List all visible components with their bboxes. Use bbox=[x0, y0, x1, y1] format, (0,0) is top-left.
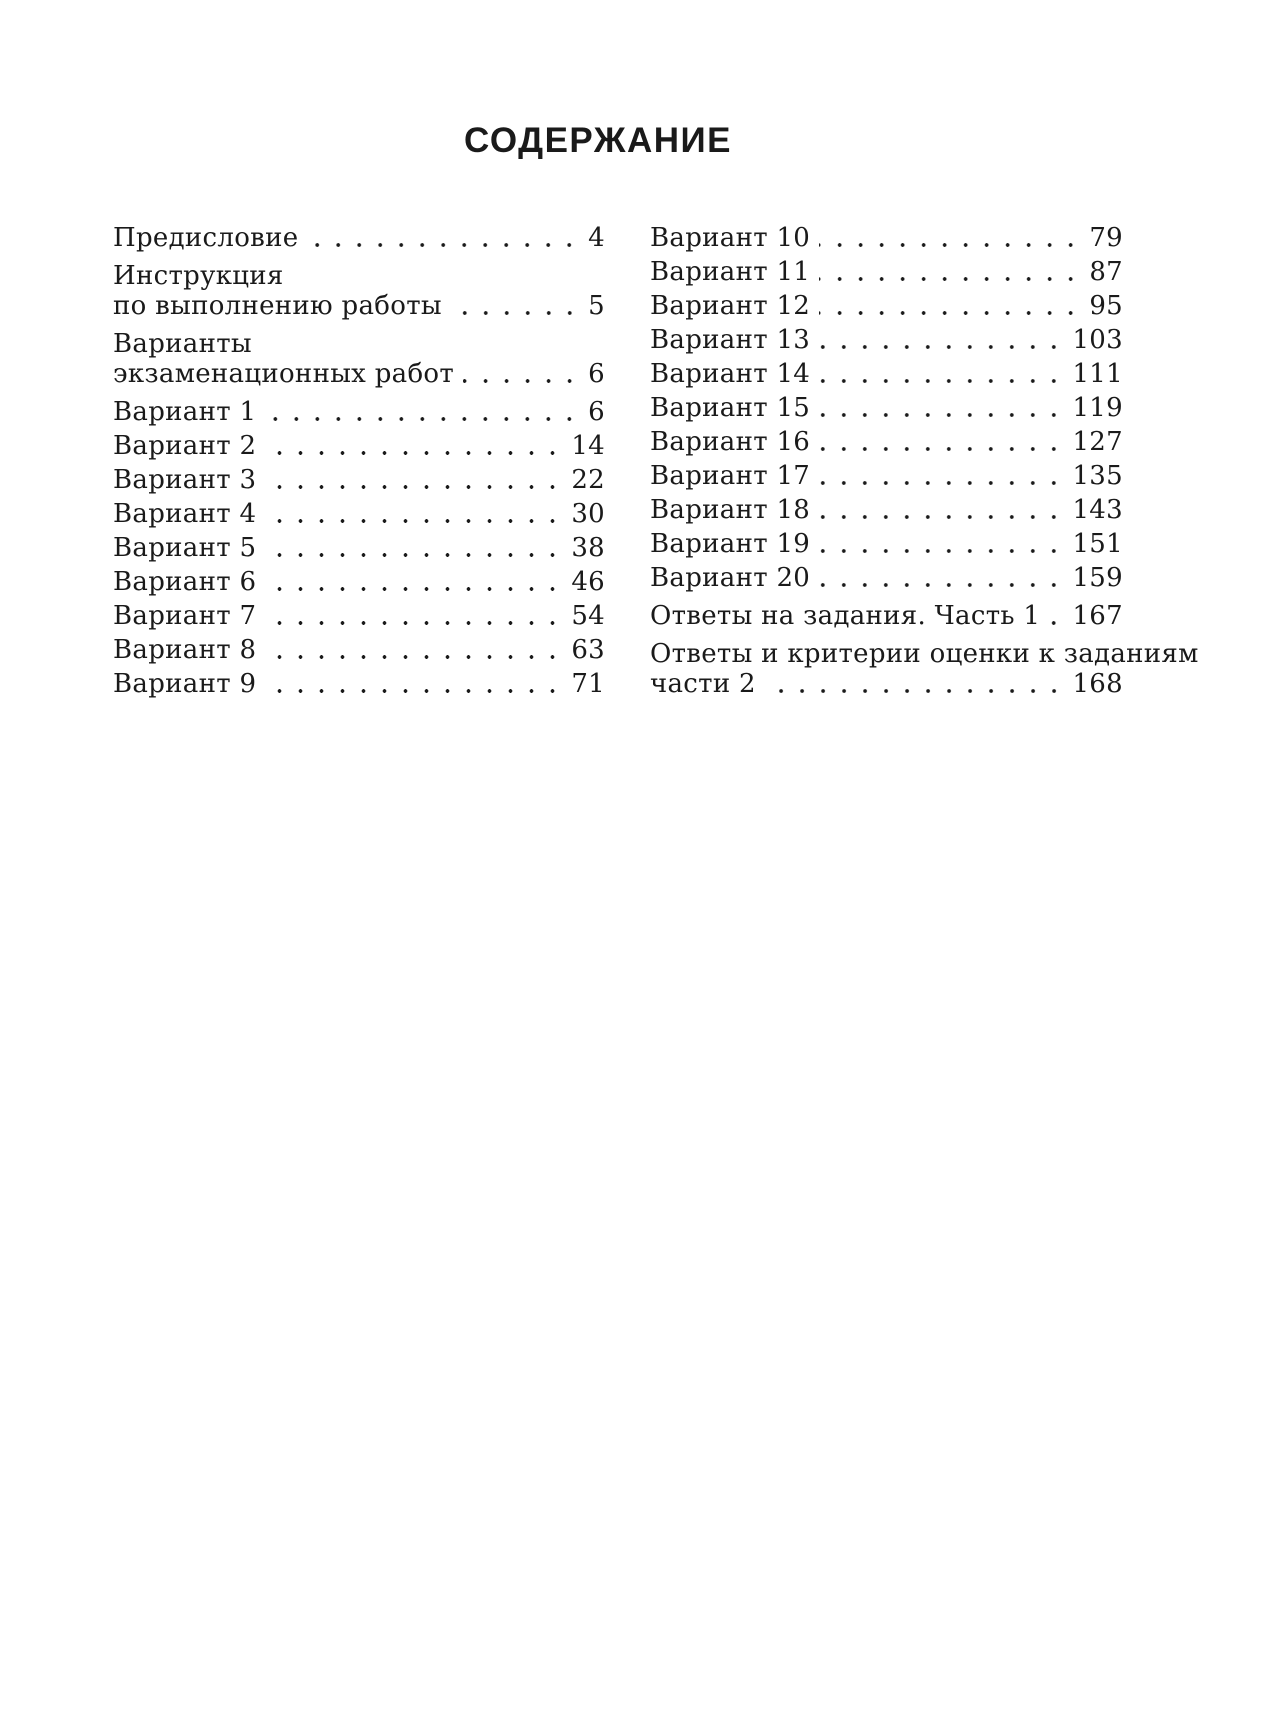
toc-entry-label: Вариант 1 bbox=[113, 397, 257, 427]
toc-entry bbox=[650, 601, 1123, 631]
toc-entry-label: Вариант 8 bbox=[113, 635, 257, 665]
page-number: 111 bbox=[1072, 359, 1123, 389]
toc-entry bbox=[650, 495, 1123, 525]
toc-entry-row bbox=[650, 223, 1123, 253]
page-number: 151 bbox=[1072, 529, 1123, 559]
dot-leader bbox=[819, 529, 1067, 559]
toc-entry-label: Предисловие bbox=[113, 223, 299, 253]
page-number: 14 bbox=[571, 431, 605, 461]
toc-entry bbox=[113, 329, 605, 389]
toc-entry bbox=[650, 223, 1123, 253]
toc-entry-label: Вариант 11 bbox=[650, 257, 811, 287]
dot-leader bbox=[463, 359, 583, 389]
toc-entry bbox=[113, 223, 605, 253]
dot-leader bbox=[819, 427, 1067, 457]
toc-column-right bbox=[650, 223, 1199, 703]
toc-entry-row bbox=[650, 669, 1123, 699]
toc-entry-row bbox=[650, 257, 1123, 287]
toc-entry-row bbox=[650, 393, 1123, 423]
toc-entry-row bbox=[650, 563, 1123, 593]
page-number: 103 bbox=[1072, 325, 1123, 355]
toc-entry-label: по выполнению работы bbox=[113, 291, 442, 321]
toc-entry bbox=[650, 461, 1123, 491]
toc-entry bbox=[113, 431, 605, 461]
toc-entry bbox=[113, 499, 605, 529]
dot-leader bbox=[819, 223, 1084, 253]
dot-leader bbox=[265, 669, 566, 699]
page-number: 168 bbox=[1072, 669, 1123, 699]
toc-entry-row bbox=[113, 223, 605, 253]
toc-entry-row bbox=[650, 359, 1123, 389]
toc-entry-label: Вариант 5 bbox=[113, 533, 257, 563]
toc-entry bbox=[650, 529, 1123, 559]
toc-entry bbox=[650, 393, 1123, 423]
dot-leader bbox=[819, 257, 1084, 287]
toc-entry-label: Вариант 14 bbox=[650, 359, 811, 389]
toc-entry-label: Вариант 3 bbox=[113, 465, 257, 495]
dot-leader bbox=[765, 669, 1068, 699]
toc-entry bbox=[113, 465, 605, 495]
toc-entry-row bbox=[113, 635, 605, 665]
toc-entry bbox=[650, 427, 1123, 457]
toc-entry-line: Варианты bbox=[113, 329, 252, 359]
toc-entry-label: Вариант 16 bbox=[650, 427, 811, 457]
page-number: 46 bbox=[571, 567, 605, 597]
toc-entry bbox=[113, 533, 605, 563]
page-number: 63 bbox=[571, 635, 605, 665]
page-number: 30 bbox=[571, 499, 605, 529]
toc-entry-row bbox=[113, 291, 605, 321]
toc-entry-row bbox=[650, 495, 1123, 525]
page-number: 87 bbox=[1089, 257, 1123, 287]
page-number: 22 bbox=[571, 465, 605, 495]
toc-entry bbox=[113, 261, 605, 321]
toc-entry-label: Вариант 17 bbox=[650, 461, 811, 491]
page-number: 159 bbox=[1072, 563, 1123, 593]
toc-entry-row bbox=[113, 465, 605, 495]
toc-entry bbox=[113, 635, 605, 665]
page-number: 127 bbox=[1072, 427, 1123, 457]
toc-entry-label: Вариант 4 bbox=[113, 499, 257, 529]
page-number: 71 bbox=[571, 669, 605, 699]
dot-leader bbox=[265, 397, 583, 427]
dot-leader bbox=[307, 223, 583, 253]
toc-entry-label: Вариант 12 bbox=[650, 291, 811, 321]
toc-entry-row bbox=[650, 529, 1123, 559]
dot-leader bbox=[819, 461, 1067, 491]
toc-entry bbox=[113, 601, 605, 631]
toc-entry-label: Вариант 19 bbox=[650, 529, 811, 559]
toc-entry-label: Вариант 15 bbox=[650, 393, 811, 423]
toc-column-left bbox=[113, 223, 605, 703]
toc-entry-label: экзаменационных работ bbox=[113, 359, 455, 389]
toc-entry-label: Вариант 20 bbox=[650, 563, 811, 593]
toc-entry-row bbox=[650, 427, 1123, 457]
toc-entry-row bbox=[113, 431, 605, 461]
dot-leader bbox=[265, 499, 566, 529]
toc-entry-line: Инструкция bbox=[113, 261, 284, 291]
page-number: 135 bbox=[1072, 461, 1123, 491]
dot-leader bbox=[1049, 601, 1067, 631]
toc-entry-row bbox=[113, 499, 605, 529]
page-number: 38 bbox=[571, 533, 605, 563]
dot-leader bbox=[265, 533, 566, 563]
page-number: 143 bbox=[1072, 495, 1123, 525]
toc-entry-row bbox=[113, 601, 605, 631]
dot-leader bbox=[265, 601, 566, 631]
dot-leader bbox=[819, 563, 1067, 593]
dot-leader bbox=[819, 291, 1084, 321]
dot-leader bbox=[819, 393, 1067, 423]
toc-entry-label: части 2 bbox=[650, 669, 756, 699]
toc-entry-row bbox=[113, 397, 605, 427]
toc-entry bbox=[113, 397, 605, 427]
toc-entry-label: Вариант 6 bbox=[113, 567, 257, 597]
page-number: 5 bbox=[588, 291, 605, 321]
toc-entry-label: Вариант 9 bbox=[113, 669, 257, 699]
toc-entry-row bbox=[650, 291, 1123, 321]
toc-content bbox=[113, 0, 1199, 703]
toc-entry bbox=[650, 291, 1123, 321]
dot-leader bbox=[451, 291, 583, 321]
toc-columns bbox=[113, 223, 1199, 703]
page-number: 167 bbox=[1072, 601, 1123, 631]
toc-entry-label: Вариант 18 bbox=[650, 495, 811, 525]
page-number: 6 bbox=[588, 397, 605, 427]
dot-leader bbox=[265, 465, 566, 495]
page-number: 95 bbox=[1089, 291, 1123, 321]
dot-leader bbox=[819, 325, 1067, 355]
toc-entry-row bbox=[113, 533, 605, 563]
toc-entry-label: Вариант 7 bbox=[113, 601, 257, 631]
toc-entry-label: Вариант 13 bbox=[650, 325, 811, 355]
page-number: 54 bbox=[571, 601, 605, 631]
dot-leader bbox=[819, 495, 1067, 525]
dot-leader bbox=[265, 635, 566, 665]
toc-entry-row bbox=[113, 359, 605, 389]
toc-entry bbox=[113, 669, 605, 699]
toc-entry bbox=[650, 257, 1123, 287]
page-number: 119 bbox=[1072, 393, 1123, 423]
dot-leader bbox=[819, 359, 1067, 389]
toc-entry-row bbox=[113, 669, 605, 699]
page-number: 6 bbox=[588, 359, 605, 389]
page-number: 79 bbox=[1089, 223, 1123, 253]
toc-entry bbox=[650, 359, 1123, 389]
toc-entry bbox=[650, 325, 1123, 355]
toc-entry-label: Ответы на задания. Часть 1 bbox=[650, 601, 1041, 631]
toc-entry-row bbox=[650, 601, 1123, 631]
page-number: 4 bbox=[588, 223, 605, 253]
toc-entry bbox=[650, 563, 1123, 593]
toc-entry-row bbox=[113, 567, 605, 597]
page-title: СОДЕРЖАНИЕ bbox=[463, 121, 732, 160]
toc-entry-label: Вариант 10 bbox=[650, 223, 811, 253]
toc-entry bbox=[650, 639, 1199, 699]
toc-entry bbox=[113, 567, 605, 597]
toc-entry-row bbox=[650, 461, 1123, 491]
dot-leader bbox=[265, 567, 566, 597]
toc-entry-line: Ответы и критерии оценки к заданиям bbox=[650, 639, 1199, 669]
dot-leader bbox=[265, 431, 566, 461]
toc-entry-row bbox=[650, 325, 1123, 355]
toc-entry-label: Вариант 2 bbox=[113, 431, 257, 461]
